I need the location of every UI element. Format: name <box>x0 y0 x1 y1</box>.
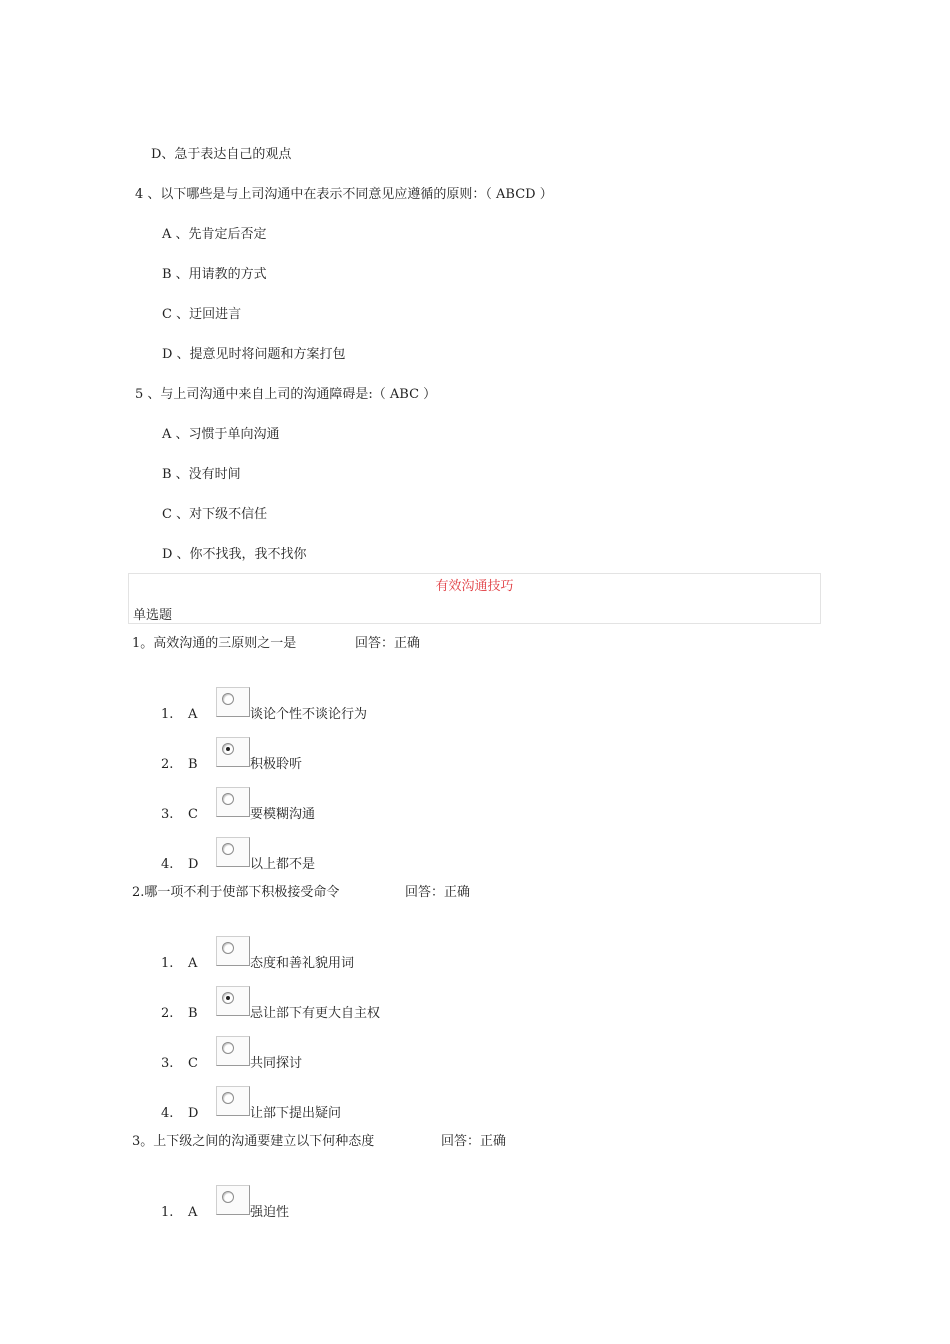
radio-button[interactable] <box>216 1086 250 1116</box>
radio-button[interactable] <box>216 787 250 817</box>
question-2-text: 2.哪一项不利于使部下积极接受命令 <box>132 885 340 900</box>
option-number: 3. <box>161 807 174 822</box>
radio-button[interactable] <box>216 1036 250 1066</box>
option-number: 3. <box>161 1056 174 1071</box>
radio-circle-icon <box>222 793 234 805</box>
option-number: 2. <box>161 1006 174 1021</box>
section-header <box>128 573 821 624</box>
section-type-label: 单选题 <box>133 608 173 623</box>
prev-q4-option-b: B 、用请教的方式 <box>162 267 267 282</box>
option-number: 1. <box>161 707 174 722</box>
prev-q4-text: 4 、以下哪些是与上司沟通中在表示不同意见应遵循的原则：（ ABCD ） <box>135 187 553 202</box>
radio-button[interactable] <box>216 1185 250 1215</box>
question-1-text: 1。高效沟通的三原则之一是 <box>132 636 297 651</box>
prev-q5-option-c: C 、对下级不信任 <box>162 507 268 522</box>
radio-circle-icon <box>222 1042 234 1054</box>
question-3-text: 3。上下级之间的沟通要建立以下何种态度 <box>132 1134 375 1149</box>
radio-circle-icon <box>222 1092 234 1104</box>
option-label: 忌让部下有更大自主权 <box>250 1006 381 1021</box>
radio-checked-icon <box>222 743 234 755</box>
radio-button[interactable] <box>216 837 250 867</box>
radio-checked-icon <box>222 992 234 1004</box>
option-label: 强迫性 <box>250 1205 290 1220</box>
question-2-answer-status: 回答：正确 <box>405 885 471 900</box>
option-label: 共同探讨 <box>250 1056 303 1071</box>
prev-q3-option-d: D、急于表达自己的观点 <box>151 147 292 162</box>
option-letter: A <box>188 1205 198 1220</box>
option-label: 让部下提出疑问 <box>250 1106 342 1121</box>
radio-button[interactable] <box>216 936 250 966</box>
radio-button-selected[interactable] <box>216 986 250 1016</box>
prev-q4-option-d: D 、提意见时将问题和方案打包 <box>162 347 346 362</box>
option-number: 1. <box>161 956 174 971</box>
option-number: 2. <box>161 757 174 772</box>
option-label: 要模糊沟通 <box>250 807 316 822</box>
prev-q4-option-a: A 、先肯定后否定 <box>162 227 267 242</box>
radio-circle-icon <box>222 843 234 855</box>
option-letter: B <box>188 757 198 772</box>
prev-q5-option-d: D 、你不找我，我不找你 <box>162 547 307 562</box>
option-letter: D <box>188 1106 199 1121</box>
question-3-answer-status: 回答：正确 <box>441 1134 507 1149</box>
option-label: 以上都不是 <box>250 857 316 872</box>
option-letter: C <box>188 1056 198 1071</box>
radio-circle-icon <box>222 942 234 954</box>
prev-q5-text: 5 、与上司沟通中来自上司的沟通障碍是:（ ABC ） <box>135 387 437 402</box>
option-label: 态度和善礼貌用词 <box>250 956 355 971</box>
option-letter: A <box>188 707 198 722</box>
option-label: 积极聆听 <box>250 757 303 772</box>
radio-button-selected[interactable] <box>216 737 250 767</box>
section-title: 有效沟通技巧 <box>435 579 514 594</box>
option-letter: B <box>188 1006 198 1021</box>
option-number: 4. <box>161 857 174 872</box>
option-letter: A <box>188 956 198 971</box>
prev-q4-option-c: C 、迂回进言 <box>162 307 242 322</box>
option-number: 1. <box>161 1205 174 1220</box>
radio-circle-icon <box>222 1191 234 1203</box>
question-1-answer-status: 回答：正确 <box>355 636 421 651</box>
radio-circle-icon <box>222 693 234 705</box>
option-letter: C <box>188 807 198 822</box>
option-letter: D <box>188 857 199 872</box>
option-number: 4. <box>161 1106 174 1121</box>
option-label: 谈论个性不谈论行为 <box>250 707 368 722</box>
radio-button[interactable] <box>216 687 250 717</box>
prev-q5-option-b: B 、没有时间 <box>162 467 241 482</box>
prev-q5-option-a: A 、习惯于单向沟通 <box>162 427 280 442</box>
